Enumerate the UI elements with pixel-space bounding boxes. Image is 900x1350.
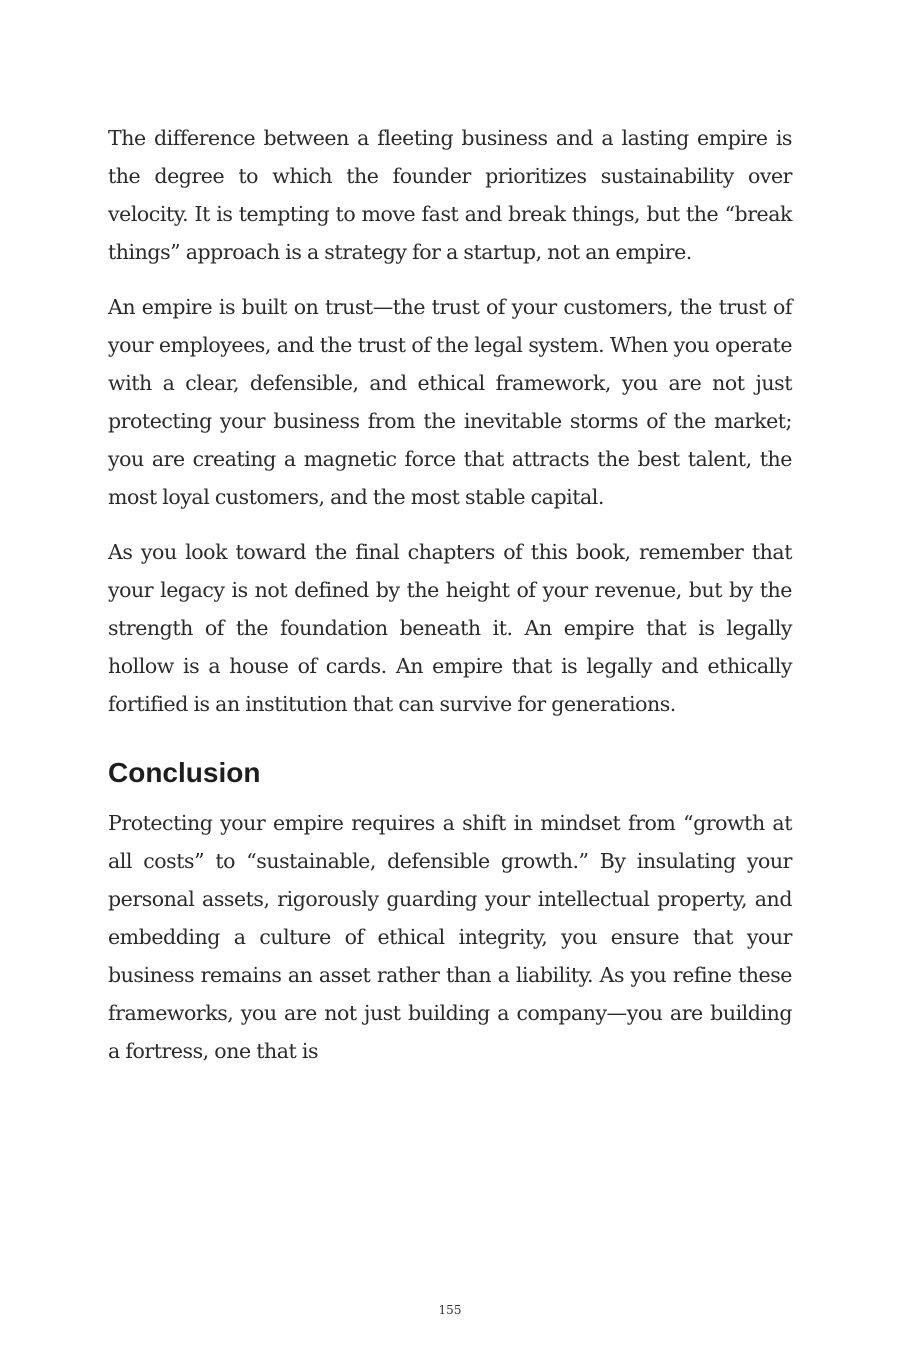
paragraph-trust: An empire is built on trust—the trust of your customers, the trust of your employees, and the trust of the legal system. When you operate with a clear, defensible, and ethical framework, you are not just protecting your business from the inevitable storms of the market; you are creating a magnetic force that attracts the best talent, the most loyal customers, and the most stable capital. bbox=[108, 295, 792, 509]
paragraph-sustainability: The difference between a fleeting business and a lasting empire is the degree to which the founder prioritizes sustainability over velocity. It is tempting to move fast and break things, but the “break things” approach is a strategy for a startup, not an empire. bbox=[108, 126, 792, 264]
section-heading-conclusion: Conclusion bbox=[108, 757, 261, 788]
page-content bbox=[108, 119, 792, 1087]
page-number: 155 bbox=[438, 1303, 462, 1317]
paragraph-legacy: As you look toward the final chapters of this book, remember that your legacy is not defined by the height of your revenue, but by the strength of the foundation beneath it. An empire that is legally hollow is a house of cards. An empire that is legally and ethically fortified is an institution that can survive for generations. bbox=[108, 540, 792, 716]
paragraph-conclusion: Protecting your empire requires a shift in mindset from “growth at all costs” to “sustainable, defensible growth.” By insulating your personal assets, rigorously guarding your intellectual property, and embedding a culture of ethical integrity, you ensure that your business remains an asset rather than a liability. As you refine these frameworks, you are not just building a company—you are building a fortress, one that is bbox=[108, 811, 792, 1063]
